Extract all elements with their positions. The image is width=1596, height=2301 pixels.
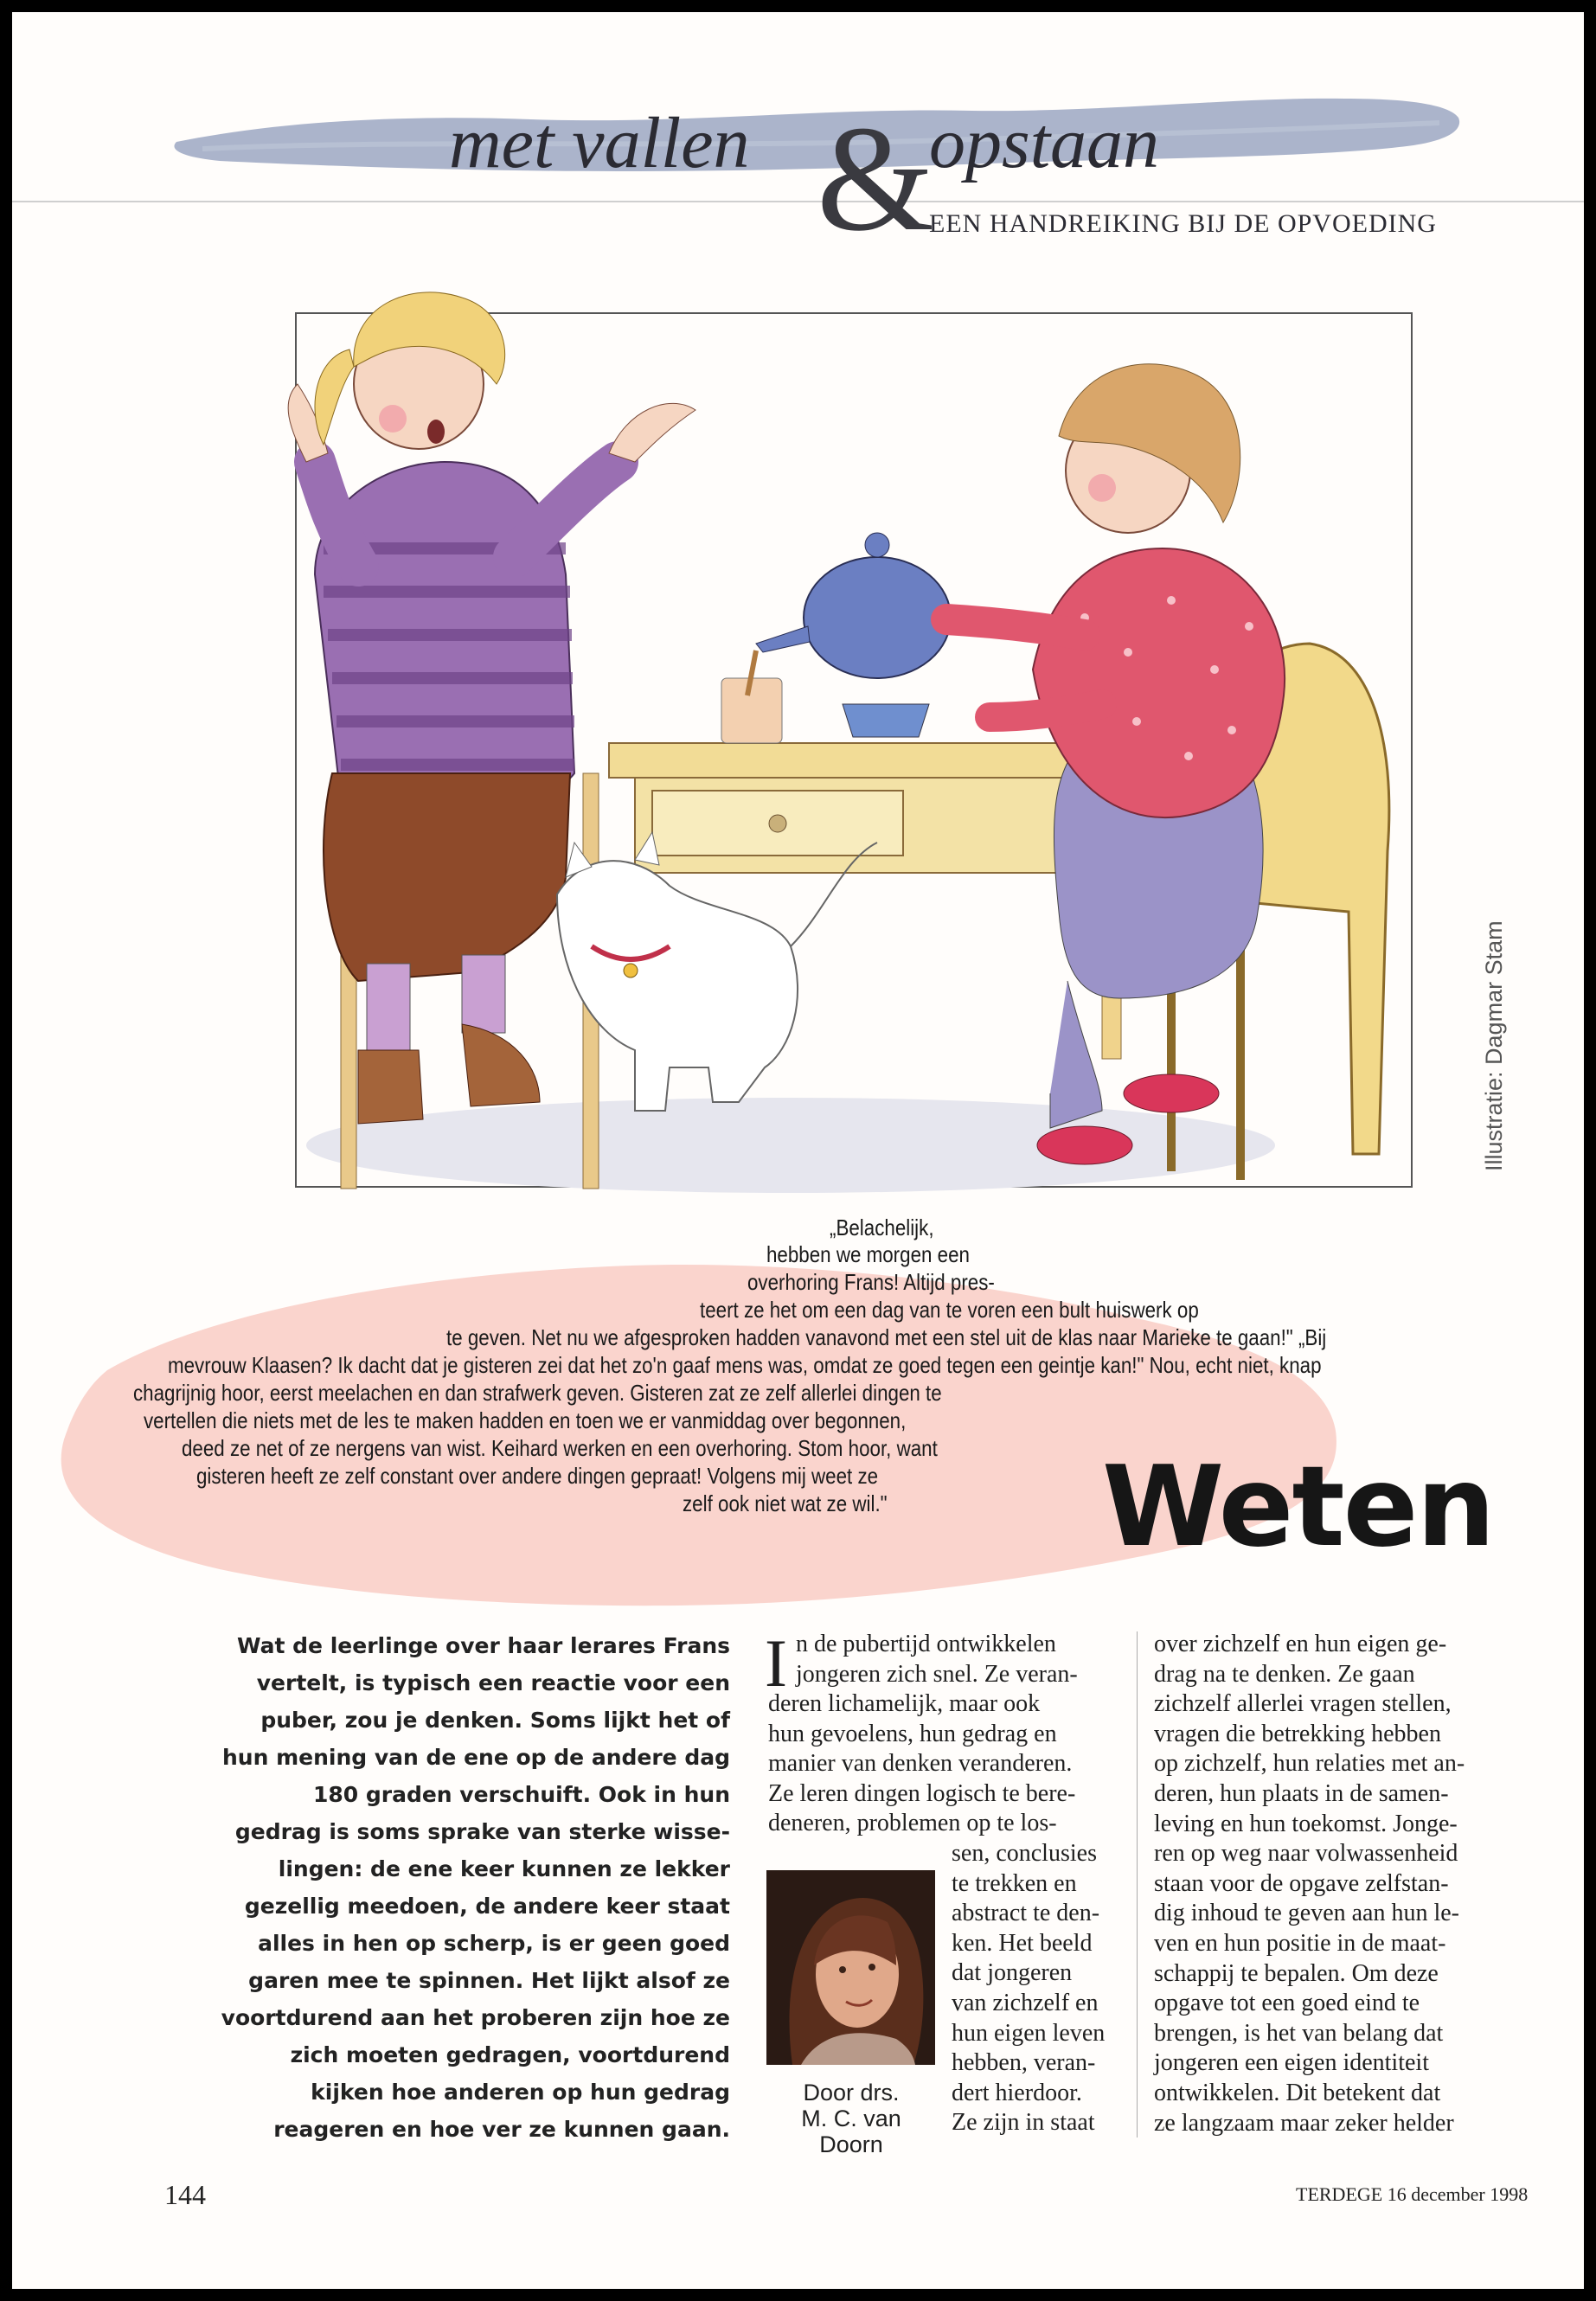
- body-line: brengen, is het van belang dat: [1154, 2019, 1444, 2047]
- body-line: hebben, veran-: [952, 2049, 1096, 2077]
- body-line: vragen die betrekking hebben: [1154, 1720, 1441, 1747]
- drop-cap: I: [765, 1625, 787, 1701]
- byline-line: Door drs.: [803, 2080, 900, 2106]
- magazine-page: [12, 12, 1584, 2289]
- intro-line: alles in hen op scherp, is er geen goed: [258, 1931, 730, 1956]
- quote-line: gisteren heeft ze zelf constant over andere dingen gepraat! Volgens mij weet ze: [196, 1463, 879, 1489]
- body-line: jongeren een eigen identiteit: [1154, 2049, 1429, 2077]
- intro-line: puber, zou je denken. Soms lijkt het of: [260, 1708, 730, 1733]
- body-line: van zichzelf en: [952, 1989, 1099, 2016]
- series-title-left: met vallen: [449, 103, 750, 183]
- intro-line: vertelt, is typisch een reactie voor een: [256, 1670, 730, 1695]
- intro-line: hun mening van de ene op de andere dag: [222, 1745, 730, 1770]
- quote-line: overhoring Frans! Altijd pres-: [747, 1269, 995, 1295]
- series-title-ampersand: &: [817, 94, 935, 262]
- byline-line: Doorn: [819, 2131, 883, 2157]
- body-line: ze langzaam maar zeker helder: [1154, 2109, 1454, 2137]
- body-line: te trekken en: [952, 1869, 1077, 1897]
- body-line: op zichzelf, hun relaties met an-: [1154, 1750, 1465, 1778]
- series-title-right: opstaan: [929, 103, 1160, 183]
- body-column-1-narrow: [952, 1839, 1105, 2138]
- quote-line: mevrouw Klaasen? Ik dacht dat je gisteren zei dat het zo'n gaaf mens was, omdat ze goed tegen een geintje kan!" Nou, echt niet, knap: [168, 1352, 1322, 1378]
- byline-line: M. C. van: [801, 2106, 901, 2131]
- body-line: schappij te bepalen. Om deze: [1154, 1959, 1439, 1987]
- body-line: over zichzelf en hun eigen ge-: [1154, 1631, 1447, 1657]
- quote-line: teert ze het om een dag van te voren een bult huiswerk op: [700, 1297, 1199, 1323]
- intro-line: garen mee te spinnen. Het lijkt alsof ze: [248, 1968, 730, 1993]
- column-divider: [1137, 1631, 1138, 2138]
- body-line: ren op weg naar volwassenheid: [1154, 1840, 1458, 1868]
- body-column-1-full: [768, 1689, 1075, 1839]
- header-rule: [12, 201, 1584, 202]
- quote-line: te geven. Net nu we afgesproken hadden vanavond met een stel uit de klas naar Marieke te gaan!" „Bij: [446, 1324, 1327, 1350]
- body-line: Ze leren dingen logisch te bere-: [768, 1779, 1076, 1807]
- illustration-credit: Illustratie: Dagmar Stam: [1481, 920, 1507, 1171]
- intro-line: voortdurend aan het proberen zijn hoe ze: [221, 2005, 730, 2030]
- body-line: dert hierdoor.: [952, 2079, 1082, 2106]
- body-line: opgave tot een goed eind te: [1154, 1990, 1420, 2017]
- body-line: manier van denken veranderen.: [768, 1750, 1073, 1778]
- body-line: hun eigen leven: [952, 2019, 1106, 2047]
- body-line: ken. Het beeld: [952, 1929, 1093, 1957]
- series-subtitle: EEN HANDREIKING BIJ DE OPVOEDING: [929, 209, 1437, 238]
- intro-line: kijken hoe anderen op hun gedrag: [311, 2080, 730, 2105]
- body-line: deneren, problemen op te los-: [768, 1810, 1057, 1837]
- body-line: zichzelf allerlei vragen stellen,: [1154, 1690, 1452, 1718]
- intro-line: zich moeten gedragen, voortdurend: [290, 2042, 730, 2067]
- body-line: jongeren zich snel. Ze veran-: [796, 1660, 1078, 1688]
- body-line: dat jongeren: [952, 1959, 1073, 1987]
- body-column-1-top: [796, 1630, 1078, 1689]
- body-line: deren, hun plaats in de samen-: [1154, 1779, 1449, 1807]
- body-line: Ze zijn in staat: [952, 2109, 1095, 2137]
- body-line: n de pubertijd ontwikkelen: [796, 1631, 1056, 1657]
- body-line: dig inhoud te geven aan hun le-: [1154, 1900, 1460, 1927]
- author-photo: [766, 1870, 935, 2065]
- quote-line: zelf ook niet wat ze wil.": [683, 1490, 888, 1516]
- body-line: leving en hun toekomst. Jonge-: [1154, 1810, 1458, 1837]
- body-line: ontwikkelen. Dit betekent dat: [1154, 2079, 1441, 2106]
- quote-line: hebben we morgen een: [766, 1241, 970, 1267]
- page-number: 144: [164, 2179, 206, 2210]
- intro-line: reageren en hoe ver ze kunnen gaan.: [273, 2117, 730, 2142]
- body-line: sen, conclusies: [952, 1840, 1097, 1867]
- publication-footer: TERDEGE 16 december 1998: [1296, 2183, 1529, 2205]
- watercolor-illustration: [185, 289, 1569, 1327]
- quote-line: deed ze net of ze nergens van wist. Keihard werken en een overhoring. Stom hoor, want: [182, 1435, 938, 1461]
- body-line: drag na te denken. Ze gaan: [1154, 1660, 1415, 1688]
- body-line: hun gevoelens, hun gedrag en: [768, 1720, 1057, 1747]
- body-line: staan voor de opgave zelfstan-: [1154, 1869, 1449, 1897]
- body-line: abstract te den-: [952, 1900, 1100, 1927]
- author-byline: [773, 2080, 929, 2157]
- article-title: Weten: [1102, 1443, 1494, 1572]
- body-line: deren lichamelijk, maar ook: [768, 1690, 1041, 1717]
- intro-text: [176, 1627, 730, 2148]
- body-line: ven en hun positie in de maat-: [1154, 1929, 1446, 1957]
- intro-line: gezellig meedoen, de andere keer staat: [244, 1894, 730, 1919]
- quote-line: „Belachelijk,: [830, 1215, 934, 1240]
- intro-line: gedrag is soms sprake van sterke wisse-: [234, 1819, 730, 1844]
- intro-line: Wat de leerlinge over haar lerares Frans: [236, 1633, 730, 1658]
- intro-line: 180 graden verschuift. Ook in hun: [312, 1782, 730, 1807]
- intro-line: lingen: de ene keer kunnen ze lekker: [278, 1856, 730, 1881]
- quote-line: vertellen die niets met de les te maken hadden en toen we er vanmiddag over begonnen,: [144, 1407, 907, 1433]
- quote-line: chagrijnig hoor, eerst meelachen en dan strafwerk geven. Gisteren zat ze zelf allerlei dingen te: [133, 1380, 942, 1406]
- body-column-2: [1154, 1630, 1465, 2138]
